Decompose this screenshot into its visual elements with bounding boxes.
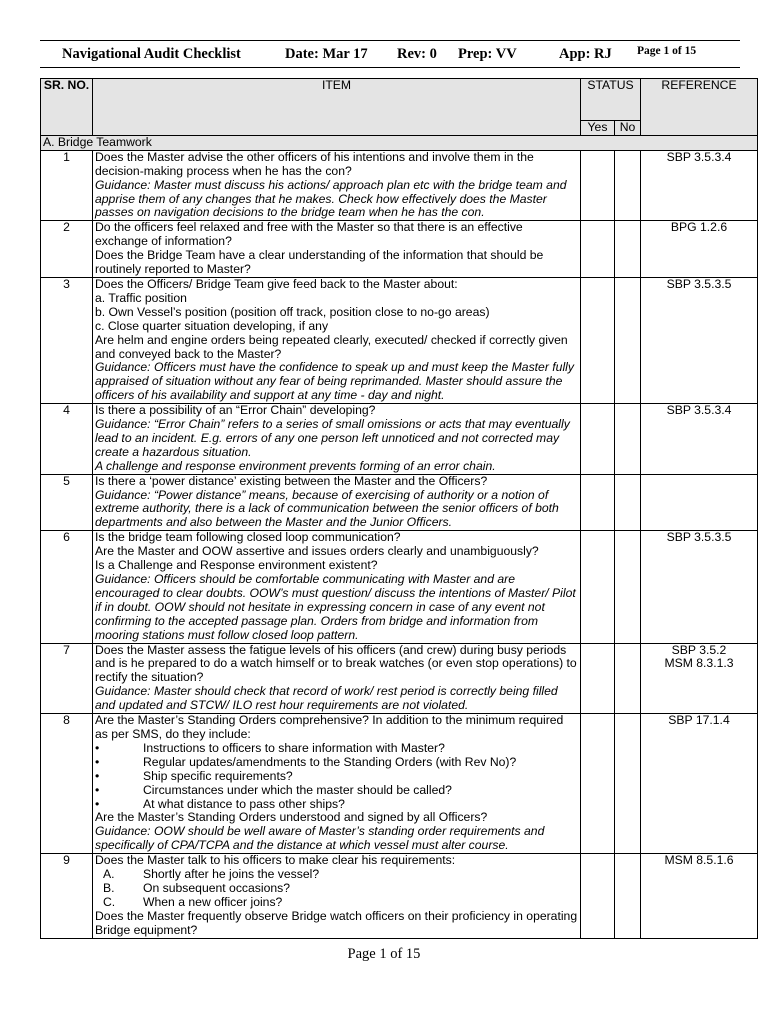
status-yes-cell[interactable] [581,714,615,854]
section-heading: A. Bridge Teamwork [41,135,758,150]
status-yes-cell[interactable] [581,404,615,475]
document-header [40,40,740,68]
row-number: 4 [41,404,93,475]
table-row [41,854,758,938]
question-text: Does the Bridge Team have a clear understanding of the information that should be routinely reported to Master? [95,248,544,277]
bullet-item: • Circumstances under which the master should be called? [95,782,452,797]
guidance-text: Guidance: “Error Chain” refers to a series of small omissions or acts that may eventually lead to an incident. E.g. errors of any one person left unnoticed and not corrected may create a hazardous situation. [95,417,570,459]
status-no-cell[interactable] [615,643,641,714]
status-yes-cell[interactable] [581,277,615,403]
row-number: 7 [41,643,93,714]
question-text: Is the bridge team following closed loop communication? [95,530,401,545]
row-number: 8 [41,714,93,854]
question-text: Does the Officers/ Bridge Team give feed back to the Master about: [95,276,458,291]
question-text: Does the Master assess the fatigue levels of his officers (and crew) during busy periods and is he prepared to do a watch himself or to break watches (or even stop operations) to rectify the situation? [95,642,577,685]
reference-cell [641,643,758,714]
row-number: 6 [41,531,93,643]
sub-item: c. Close quarter situation developing, if any [95,318,329,333]
guidance-text: Guidance: Officers must have the confidence to speak up and must keep the Master fully appraised of situation without any fear of being reprimanded. Master should assure the officers of his availability and support at any time - day and night. [95,360,574,403]
table-row [41,221,758,278]
status-yes-cell[interactable] [581,531,615,643]
row-item [93,531,581,643]
reference-line: SBP 3.5.2 [671,642,727,657]
doc-date: Date: Mar 17 [285,46,368,62]
status-no-cell[interactable] [615,714,641,854]
page-footer: Page 1 of 15 [347,946,421,962]
question-text: Does the Master advise the other officers of his intentions and involve them in the decision-making process when he has the con? [95,149,534,178]
status-no-cell[interactable] [615,277,641,403]
status-yes-cell[interactable] [581,150,615,221]
status-no-cell[interactable] [615,474,641,531]
bullet-glyph: • [95,754,100,769]
sub-item: a. Traffic position [95,290,187,305]
row-number: 3 [41,277,93,403]
reference-cell: SBP 3.5.3.5 [641,277,758,403]
bullet-glyph: • [95,740,100,755]
status-no-cell[interactable] [615,854,641,938]
bullet-glyph: • [95,768,100,783]
doc-page-number: Page 1 of 15 [637,45,697,57]
row-number: 2 [41,221,93,278]
status-yes-cell[interactable] [581,474,615,531]
row-item [93,714,581,854]
question-text: Is there a possibility of an “Error Chain” developing? [95,403,376,418]
table-row [41,643,758,714]
bullet-item: • Regular updates/amendments to the Standing Orders (with Rev No)? [95,754,517,769]
status-yes-cell[interactable] [581,643,615,714]
question-text: Are helm and engine orders being repeated clearly, executed/ checked if correctly given and conveyed back to the Master? [95,332,568,361]
lettered-item: B. On subsequent occasions? [103,880,291,895]
bullet-item: • Instructions to officers to share information with Master? [95,740,445,755]
reference-cell: SBP 3.5.3.5 [641,531,758,643]
doc-prepared-by: Prep: VV [458,46,517,62]
status-no-cell[interactable] [615,150,641,221]
table-row [41,474,758,531]
reference-cell: SBP 3.5.3.4 [641,404,758,475]
question-text: Is there a ‘power distance’ existing between the Master and the Officers? [95,473,488,488]
row-item [93,643,581,714]
reference-cell: SBP 17.1.4 [641,714,758,854]
table-row [41,404,758,475]
question-text: Are the Master’s Standing Orders understood and signed by all Officers? [95,810,488,825]
reference-cell: MSM 8.5.1.6 [641,854,758,938]
guidance-text: Guidance: OOW should be well aware of Master’s standing order requirements and specifically of CPA/TCPA and the distance at which vessel must alter course. [95,824,545,853]
col-header-reference: REFERENCE [641,79,758,136]
bullet-item: • Ship specific requirements? [95,768,293,783]
guidance-text: Guidance: Officers should be comfortable communicating with Master and are encouraged to clear doubts. OOW’s must question/ discuss the intentions of Master/ Pilot if in doubt. OOW should not hesitate in expressing concern in case of any event not confirming to the accepted passage plan. Orders from bridge and information from mooring stations must follow closed loop pattern. [95,572,576,642]
row-number: 1 [41,150,93,221]
col-header-status: STATUS [581,79,641,121]
col-header-no: No [615,121,641,136]
question-text: Does the Master talk to his officers to make clear his requirements: [95,853,456,868]
table-row [41,150,758,221]
row-item [93,474,581,531]
question-text: Is a Challenge and Response environment existent? [95,558,378,573]
lettered-item: C. When a new officer joins? [103,894,283,909]
status-no-cell[interactable] [615,221,641,278]
guidance-text: Guidance: Master must discuss his actions/ approach plan etc with the bridge team and apprise them of any changes that he makes. Check how effectively does the Master passes on navigation decisions to the bridge team when he has the con. [95,177,567,220]
status-no-cell[interactable] [615,404,641,475]
col-header-sr-no: SR. NO. [41,79,93,136]
table-row [41,277,758,403]
doc-title: Navigational Audit Checklist [62,46,241,62]
reference-cell [641,474,758,531]
reference-line: MSM 8.3.1.3 [664,656,734,671]
lettered-item: A. Shortly after he joins the vessel? [103,867,320,882]
row-item [93,404,581,475]
table-row [41,714,758,854]
status-yes-cell[interactable] [581,854,615,938]
col-header-item: ITEM [93,79,581,136]
doc-revision: Rev: 0 [397,46,437,62]
checklist-table [40,78,758,939]
row-number: 5 [41,474,93,531]
doc-approved-by: App: RJ [559,46,612,62]
col-header-yes: Yes [581,121,615,136]
reference-cell: BPG 1.2.6 [641,221,758,278]
question-text: Are the Master’s Standing Orders comprehensive? In addition to the minimum required as per SMS, do they include: [95,713,564,741]
table-row [41,531,758,643]
sub-item: b. Own Vessel’s position (position off track, position close to no-go areas) [95,304,490,319]
row-item [93,854,581,938]
bullet-glyph: • [95,782,100,797]
status-yes-cell[interactable] [581,221,615,278]
reference-cell: SBP 3.5.3.4 [641,150,758,221]
status-no-cell[interactable] [615,531,641,643]
row-item [93,277,581,403]
question-text: Are the Master and OOW assertive and issues orders clearly and unambiguously? [95,544,539,559]
bullet-glyph: • [95,796,100,811]
question-text: Does the Master frequently observe Bridge watch officers on their proficiency in operating Bridge equipment? [95,908,578,937]
guidance-text: Guidance: Master should check that record of work/ rest period is correctly being filled and updated and STCW/ ILO rest hour requirements are not violated. [95,684,558,713]
row-item [93,221,581,278]
row-item [93,150,581,221]
guidance-text: A challenge and response environment prevents forming of an error chain. [95,458,496,473]
guidance-text: Guidance: “Power distance” means, because of exercising of authority or a notion of extreme authority, there is a lack of communication between the senior officers of both departments and also between the Master and the Junior Officers. [95,487,559,530]
question-text: Do the officers feel relaxed and free with the Master so that there is an effective exchange of information? [95,220,523,249]
row-number: 9 [41,854,93,938]
bullet-item: • At what distance to pass other ships? [95,796,345,811]
